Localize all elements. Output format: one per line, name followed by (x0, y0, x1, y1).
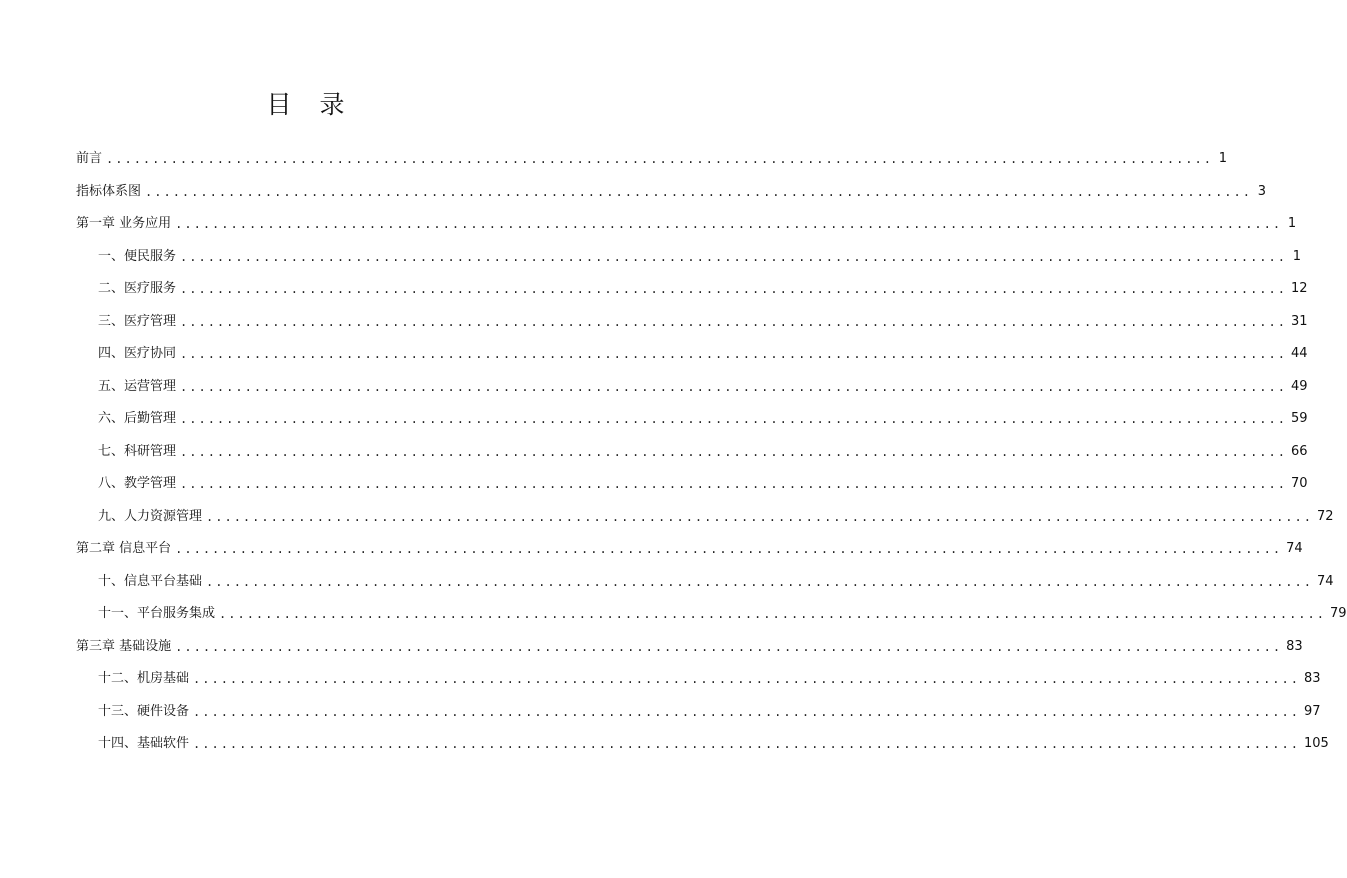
toc-entry[interactable] (98, 343, 1308, 365)
toc-leader-dots: ........................................................................................................................ (180, 249, 1287, 264)
toc-leader-dots: ........................................................................................................................ (175, 542, 1283, 556)
toc-entry[interactable] (98, 473, 1308, 495)
toc-entry-page: 49 (1290, 378, 1308, 394)
toc-entry[interactable] (98, 408, 1308, 430)
toc-leader-dots: ........................................................................................................................ (180, 412, 1287, 426)
toc-entry-label: 十四、基础软件 (98, 736, 190, 751)
toc-entry-page: 105 (1303, 736, 1329, 751)
toc-entry[interactable] (76, 213, 1297, 235)
toc-leader-dots: ........................................................................................................................ (175, 639, 1283, 654)
toc-entry-label: 十二、机房基础 (98, 671, 190, 686)
toc-entry-page: 44 (1290, 346, 1308, 361)
toc-entry-page: 83 (1303, 671, 1321, 686)
toc-leader-dots: ........................................................................................................................ (180, 477, 1287, 491)
toc-entry-page: 70 (1290, 476, 1308, 491)
toc-entry-label: 四、医疗协同 (98, 346, 177, 361)
toc-entry[interactable] (98, 311, 1308, 333)
toc-entry[interactable] (98, 506, 1334, 528)
toc-leader-dots: ........................................................................................................................ (180, 444, 1287, 459)
toc-leader-dots: ........................................................................................................................ (219, 607, 1326, 621)
toc-entry[interactable] (76, 538, 1303, 560)
toc-entry-label: 第一章 业务应用 (76, 216, 172, 231)
toc-entry-label: 七、科研管理 (98, 443, 177, 459)
toc-entry[interactable] (76, 148, 1227, 170)
toc-entry-page: 12 (1290, 281, 1308, 296)
toc-entry-label: 五、运营管理 (98, 378, 177, 394)
toc-entry-page: 97 (1303, 703, 1321, 719)
toc-entry-label: 指标体系图 (76, 183, 142, 199)
page-title: 目 录 (266, 90, 355, 119)
toc-entry-label: 十一、平台服务集成 (98, 606, 216, 621)
toc-leader-dots: ........................................................................................................................ (106, 152, 1213, 166)
toc-entry-label: 八、教学管理 (98, 476, 177, 491)
toc-entry-page: 79 (1329, 606, 1347, 621)
toc-leader-dots: ........................................................................................................................ (193, 737, 1300, 751)
toc-entry[interactable] (76, 636, 1303, 658)
toc-entry[interactable] (98, 246, 1301, 268)
toc-leader-dots: ........................................................................................................................ (206, 509, 1313, 524)
toc-entry-label: 六、后勤管理 (98, 411, 177, 426)
toc-leader-dots: ........................................................................................................................ (180, 282, 1287, 296)
toc-entry[interactable] (98, 701, 1321, 723)
toc-leader-dots: ........................................................................................................................ (180, 347, 1287, 361)
toc-entry-label: 三、医疗管理 (98, 313, 177, 329)
toc-leader-dots: ........................................................................................................................ (180, 314, 1287, 329)
toc-leader-dots: ........................................................................................................................ (175, 217, 1283, 231)
toc-entry-label: 一、便民服务 (98, 248, 177, 264)
toc-entry[interactable] (98, 668, 1321, 690)
toc-leader-dots: ........................................................................................................................ (145, 184, 1252, 199)
toc-entry-page: 74 (1316, 573, 1334, 589)
toc-leader-dots: ........................................................................................................................ (193, 704, 1300, 719)
toc-entry-page: 1 (1218, 151, 1227, 166)
toc-entry-page: 59 (1290, 411, 1308, 426)
toc-entry[interactable] (98, 278, 1308, 300)
toc-entry-label: 九、人力资源管理 (98, 508, 203, 524)
toc-entry-page: 1 (1287, 216, 1297, 231)
toc-entry-label: 前言 (76, 151, 103, 166)
toc-entry-page: 66 (1290, 443, 1308, 459)
toc-leader-dots: ........................................................................................................................ (206, 574, 1313, 589)
toc-entry-page: 74 (1286, 541, 1303, 556)
toc-entry[interactable] (98, 441, 1308, 463)
toc-leader-dots: ........................................................................................................................ (193, 672, 1300, 686)
toc-entry-label: 第二章 信息平台 (76, 541, 172, 556)
toc-leader-dots: ........................................................................................................................ (180, 379, 1287, 394)
toc-entry-page: 31 (1290, 313, 1308, 329)
toc-entry-page: 3 (1257, 183, 1266, 199)
toc-entry-label: 十三、硬件设备 (98, 703, 190, 719)
toc-entry-label: 十、信息平台基础 (98, 573, 203, 589)
toc-entry[interactable] (98, 376, 1308, 398)
toc-entry-page: 1 (1292, 248, 1301, 264)
toc-entry-label: 二、医疗服务 (98, 281, 177, 296)
toc-entry[interactable] (98, 571, 1334, 593)
toc-entry-page: 72 (1316, 508, 1334, 524)
toc-entry-page: 83 (1286, 638, 1303, 654)
toc-entry[interactable] (76, 181, 1266, 203)
toc-entry[interactable] (98, 733, 1329, 755)
toc-entry[interactable] (98, 603, 1347, 625)
toc-entry-label: 第三章 基础设施 (76, 638, 172, 654)
